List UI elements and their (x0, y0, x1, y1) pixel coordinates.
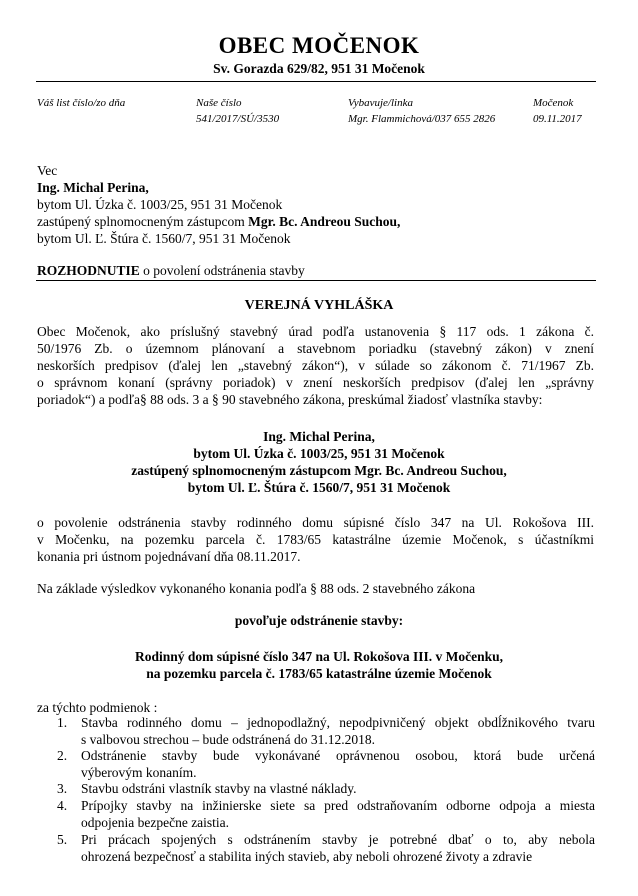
condition-number: 4. (57, 798, 68, 813)
condition-line: Stavbu odstráni vlastník stavby na vlastné náklady. (81, 781, 357, 796)
request-line: o povolenie odstránenia stavby rodinného domu súpisné číslo 347 na Ul. Rokošova III. (37, 515, 594, 530)
conditions-intro: za týchto podmienok : (37, 700, 158, 715)
ref-label: Naše číslo (196, 97, 242, 109)
ref-value: Mgr. Flammichová/037 655 2826 (348, 113, 496, 125)
public-notice-heading: VEREJNÁ VYHLÁŠKA (244, 298, 394, 313)
condition-line: Odstránenie stavby bude vykonávané oprávnenou osobou, ktorá bude určená (81, 748, 595, 763)
decision-verb: povoľuje (234, 613, 287, 628)
applicant-line: bytom Ul. Úzka č. 1003/25, 951 31 Močenok (193, 446, 445, 461)
ref-value: 541/2017/SÚ/3530 (196, 113, 280, 125)
decision-object: odstránenie stavby: (286, 613, 404, 628)
subject-vec: Vec (37, 163, 58, 178)
condition-line: výberovým konaním. (81, 764, 197, 780)
header-rule (36, 81, 596, 82)
ref-place-date (533, 95, 582, 127)
condition-line: Stavba rodinného domu – jednopodlažný, nepodpivničený objekt obdĺžnikového tvaru (81, 715, 595, 730)
subject-rule (36, 280, 596, 281)
addressee-representative: Mgr. Bc. Andreou Suchou, (248, 214, 401, 229)
municipality-title: OBEC MOČENOK (218, 33, 420, 58)
applicant-line: zastúpený splnomocneným zástupcom Mgr. Bc. Andreou Suchou, (131, 463, 507, 478)
request-line: v Močenku, na pozemku parcela č. 1783/65 katastrálne územie Močenok, s účastníkmi (37, 532, 594, 547)
request-line: konania pri ústnom pojednávaní dňa 08.11.2017. (37, 549, 301, 564)
condition-number: 1. (57, 715, 68, 730)
object-line: na pozemku parcela č. 1783/65 katastrálne územie Močenok (146, 666, 492, 681)
intro-line: o správnom konaní (správny poriadok) v znení neskorších predpisov (ďalej len „správny (37, 375, 594, 390)
ref-your-letter (37, 95, 125, 111)
ref-value: 09.11.2017 (533, 113, 582, 125)
condition-number: 2. (57, 748, 68, 763)
decision-subject (37, 262, 305, 279)
decision-subject-rest: o povolení odstránenia stavby (139, 263, 305, 278)
intro-line: Obec Močenok, ako príslušný stavebný úrad podľa ustanovenia § 117 ods. 1 zákona č. (37, 324, 594, 339)
intro-line: poriadok“) a podľa§ 88 ods. 3 a § 90 stavebného zákona, preskúmal žiadosť vlastníka stavby: (37, 392, 543, 407)
condition-line: odpojenia bezpečne zaistia. (81, 814, 230, 830)
condition-number: 3. (57, 781, 68, 796)
ref-label: Váš list číslo/zo dňa (37, 97, 126, 109)
addressee-name: Ing. Michal Perina, (37, 180, 149, 195)
condition-line: Pri prácach spojených s odstránením stavby je potrebné dbať o to, aby nebola (81, 832, 595, 847)
object-line: Rodinný dom súpisné číslo 347 na Ul. Rokošova III. v Močenku, (135, 649, 503, 664)
addressee-line3: bytom Ul. Ľ. Štúra č. 1560/7, 951 31 Močenok (37, 231, 291, 246)
condition-line: ohrozená bezpečnosť a stabilita iných stavieb, aby neboli ohrozené životy a zdravie (81, 848, 533, 864)
addressee-line2 (37, 213, 400, 230)
decision-line (0, 612, 638, 629)
applicant-line: bytom Ul. Ľ. Štúra č. 1560/7, 951 31 Močenok (187, 480, 451, 495)
addressee-line1: bytom Ul. Úzka č. 1003/25, 951 31 Močenok (37, 197, 283, 212)
decision-subject-bold: ROZHODNUTIE (37, 263, 140, 278)
condition-number: 5. (57, 832, 68, 847)
municipality-address: Sv. Gorazda 629/82, 951 31 Močenok (213, 61, 425, 76)
applicant-line: Ing. Michal Perina, (263, 429, 375, 444)
ref-our-number (196, 95, 279, 127)
ref-label: Vybavuje/linka (348, 97, 413, 109)
ref-handled-by (348, 95, 495, 127)
basis-sentence: Na základe výsledkov vykonaného konania podľa § 88 ods. 2 stavebného zákona (37, 581, 476, 596)
condition-line: s valbovou strechou – bude odstránená do 31.12.2018. (81, 731, 375, 747)
intro-line: neskorších predpisov (ďalej len „stavebný zákon“), v súlade so zákonom č. 71/1967 Zb. (37, 358, 594, 373)
ref-label: Močenok (533, 97, 574, 109)
addressee-line2-prefix: zastúpený splnomocneným zástupcom (37, 214, 249, 229)
condition-line: Prípojky stavby na inžinierske siete sa pred odstraňovaním odborne odpoja a miesta (81, 798, 595, 813)
intro-line: 50/1976 Zb. o územnom plánovaní a stavebnom poriadku (stavebný zákon) v znení (37, 341, 594, 356)
